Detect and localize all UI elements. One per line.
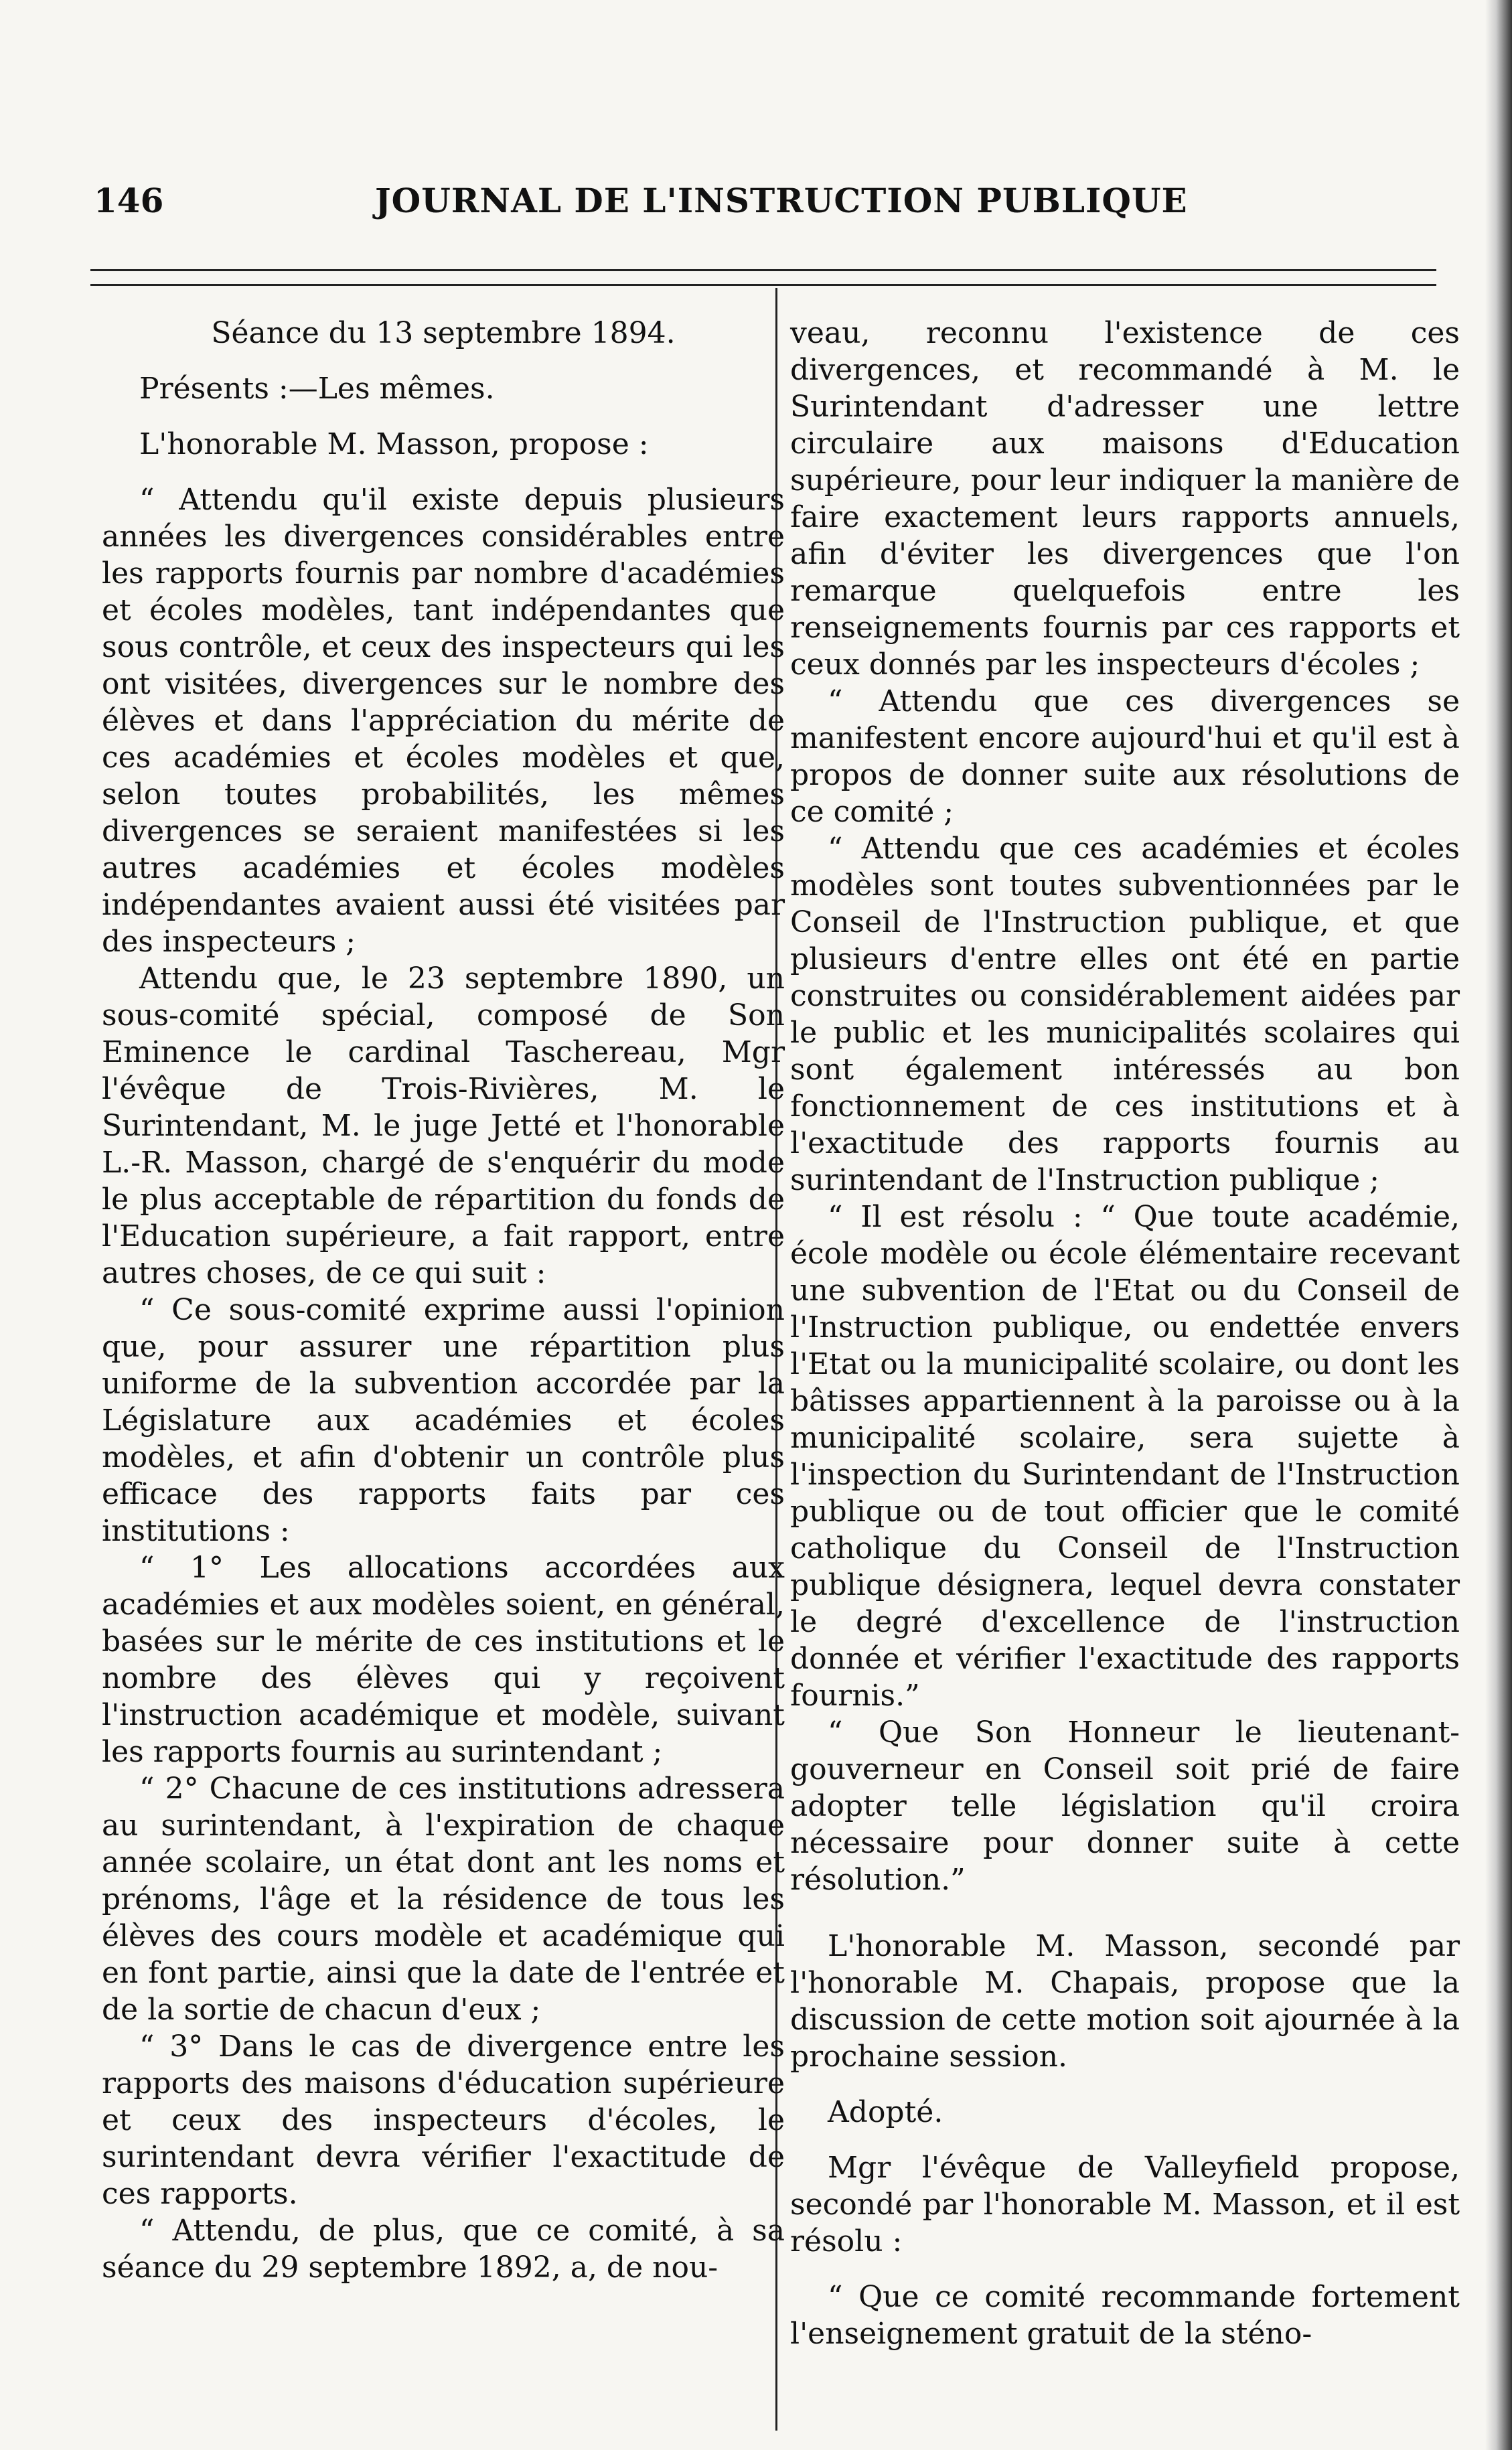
paragraph: veau, reconnu l'existence de ces divergences, et recommandé à M. le Surintendant d'adresser une lettre circulaire aux maisons d'Education supérieure, pour leur indiquer la manière de faire exactement leurs rapports annuels, afin d'éviter les divergences que l'on remarque quelquefois entre les renseignements fournis par ces rapports et ceux donnés par les inspecteurs d'écoles ; — [790, 316, 1460, 682]
running-title: JOURNAL DE L'INSTRUCTION PUBLIQUE — [375, 181, 1188, 220]
paragraph: Attendu que, le 23 septembre 1890, un sous-comité spécial, composé de Son Eminence le cardinal Taschereau, Mgr l'évêque de Trois-Rivières, M. le Surintendant, M. le juge Jetté et l'honorable L.-R. Masson, chargé de s'enquérir du mode le plus acceptable de répartition du fonds de l'Education supérieure, a fait rapport, entre autres choses, de ce qui suit : — [102, 962, 785, 1290]
header-rule-top — [90, 269, 1436, 271]
adopted-line: Adopté. — [828, 2095, 943, 2129]
paragraph: “ 2° Chacune de ces institutions adressera au surintendant, à l'expiration de chaque année scolaire, un état dont ant les noms et prénoms, l'âge et la résidence de tous les élèves des cours modèle et académique qui en font partie, ainsi que la date de l'entrée et de la sortie de chacun d'eux ; — [102, 1772, 785, 2027]
paragraph: “ Attendu, de plus, que ce comité, à sa séance du 29 septembre 1892, a, de nou- — [102, 2214, 785, 2285]
paragraph: “ Attendu que ces divergences se manifestent encore aujourd'hui et qu'il est à propos de donner suite aux résolutions de ce comité ; — [790, 684, 1460, 829]
paragraph: “ Ce sous-comité exprime aussi l'opinion que, pour assurer une répartition plus uniforme de la subvention accordée par la Législature aux académies et écoles modèles, et afin d'obtenir un contrôle plus efficace des rapports faits par ces institutions : — [102, 1293, 785, 1548]
paragraph: “ Que Son Honneur le lieutenant-gouverneur en Conseil soit prié de faire adopter telle législation qu'il croira nécessaire pour donner suite à cette résolution.” — [790, 1715, 1460, 1897]
paragraph: “ 1° Les allocations accordées aux académies et aux modèles soient, en général, basées sur le mérite de ces institutions et le nombre des élèves qui y reçoivent l'instruction académique et modèle, suivant les rapports fournis au surintendant ; — [102, 1551, 785, 1769]
paragraph: “ Attendu qu'il existe depuis plusieurs années les divergences considérables entre les rapports fournis par nombre d'académies et écoles modèles, tant indépendantes que sous contrôle, et ceux des inspecteurs qui les ont visitées, divergences sur le nombre des élèves et dans l'appréciation du mérite de ces académies et écoles modèles et que, selon toutes probabilités, les mêmes divergences se seraient manifestées si les autres académies et écoles modèles indépendantes avaient aussi été visitées par des inspecteurs ; — [102, 483, 785, 959]
header-rule-bottom — [90, 284, 1436, 286]
paragraph: “ 3° Dans le cas de divergence entre les rapports des maisons d'éducation supérieure et ceux des inspecteurs d'écoles, le surintendant devra vérifier l'exactitude de ces rapports. — [102, 2030, 785, 2211]
motion-intro: L'honorable M. Masson, propose : — [139, 427, 649, 461]
left-column — [102, 315, 785, 2286]
session-heading: Séance du 13 septembre 1894. — [211, 316, 676, 350]
attendees-line: Présents :—Les mêmes. — [139, 372, 495, 406]
paragraph: Mgr l'évêque de Valleyfield propose, secondé par l'honorable M. Masson, et il est résolu : — [790, 2151, 1460, 2258]
paragraph: “ Il est résolu : “ Que toute académie, école modèle ou école élémentaire recevant une subvention de l'Etat ou du Conseil de l'Instruction publique, ou endettée envers l'Etat ou la municipalité scolaire, ou dont les bâtisses appartiennent à la paroisse ou à la municipalité scolaire, sera sujette à l'inspection du Surintendant de l'Instruction publique ou de tout officier que le comité catholique du Conseil de l'Instruction publique désignera, lequel devra constater le degré d'excellence de l'instruction donnée et vérifier l'exactitude des rapports fournis.” — [790, 1200, 1460, 1713]
page-number: 146 — [94, 181, 164, 220]
page-edge-shadow — [1485, 0, 1512, 2450]
right-column — [790, 315, 1460, 2352]
paragraph: “ Attendu que ces académies et écoles modèles sont toutes subventionnées par le Conseil de l'Instruction publique, et que plusieurs d'entre elles ont été en partie construites ou considérablement aidées par le public et les municipalités scolaires qui sont également intéressés au bon fonctionnement de ces institutions et à l'exactitude des rapports fournis au surintendant de l'Instruction publique ; — [790, 832, 1460, 1197]
paragraph: L'honorable M. Masson, secondé par l'honorable M. Chapais, propose que la discussion de cette motion soit ajournée à la prochaine session. — [790, 1929, 1460, 2074]
page-header — [94, 181, 1446, 241]
paragraph: “ Que ce comité recommande fortement l'enseignement gratuit de la sténo- — [790, 2280, 1460, 2351]
